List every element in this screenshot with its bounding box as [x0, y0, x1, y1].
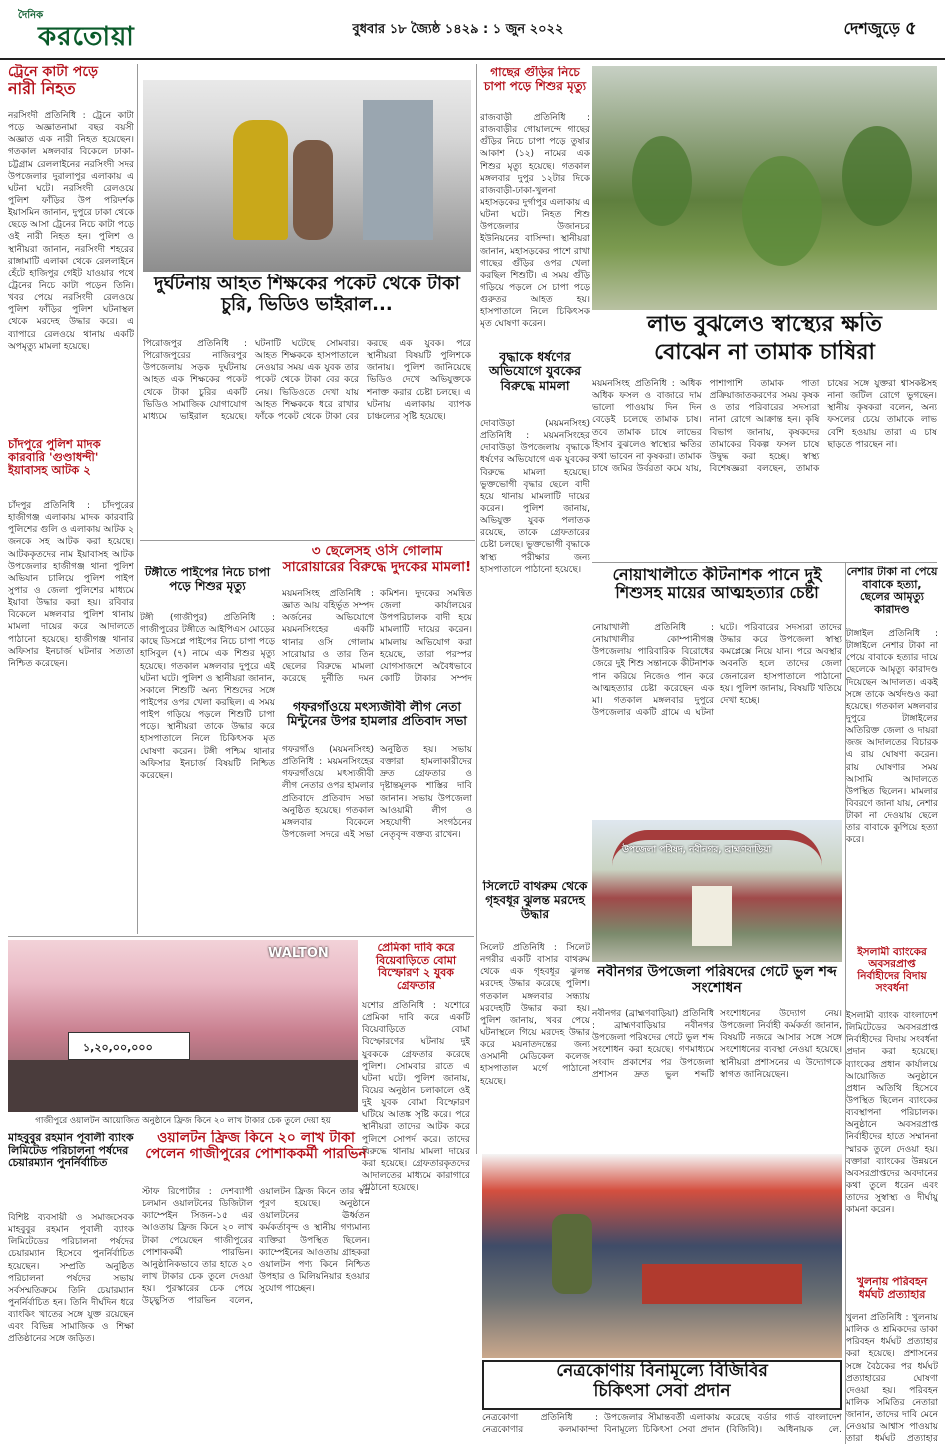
photo-upazila-gate: [592, 820, 842, 962]
article-body: গফরগাঁও (ময়মনসিংহ) প্রতিনিধি : ময়মনসিংহের গফরগাঁওয়ে মৎস্যজীবী লীগ নেতার ওপর হামলার প্রতিবাদে প্রতিবাদ সভা অনুষ্ঠিত হয়েছে। গতকাল মঙ্গলবার বিকেলে উপজেলা সদরে এই সভা অনুষ্ঠিত হয়। সভায় বক্তারা হামলাকারীদের দ্রুত গ্রেফতার ও দৃষ্টান্তমূলক শাস্তির দাবি জানান। সভায় উপজেলা আওয়ামী লীগ ও সহযোগী সংগঠনের নেতৃবৃন্দ বক্তব্য রাখেন।: [282, 745, 472, 840]
article-bridhya-head: [480, 350, 590, 416]
article-islami-head: [846, 946, 938, 1008]
brand-prefix: দৈনিক: [18, 10, 44, 21]
background-shape: [363, 100, 433, 240]
article-tongi-head: [140, 566, 275, 614]
headline: বোঝেন না তামাক চাষিরা: [654, 340, 875, 365]
headline: নোয়াখালীতে কীটনাশক পানে দুই শিশুসহ মায়ের আত্মহত্যার চেষ্টা: [612, 566, 822, 603]
article-body: রাজবাড়ী প্রতিনিধি : রাজবাড়ীর গোয়ালন্দে গাছের গুঁড়ির নিচে চাপা পড়ে তুষার আকাশ (১২) নামের এক শিশুর মৃত্যু হয়েছে। গতকাল মঙ্গলবার দুপুর ১২টার দিকে রাজবাড়ী-ঢাকা-খুলনা মহাসড়কের দুর্গাপুর এলাকায় এ ঘটনা ঘটে। নিহত শিশু উপজেলার উজানচর ইউনিয়নের বাসিন্দা। স্থানীয়রা জানান, মহাসড়কের পাশে রাখা গাছের গুঁড়ির ওপর খেলা করছিল শিশুটি। এ সময় গুঁড়ি গড়িয়ে পড়লে সে চাপা পড়ে গুরুতর আহত হয়। হাসপাতালে নিলে চিকিৎসক মৃত ঘোষণা করেন।: [480, 113, 590, 330]
check-board: [68, 1032, 190, 1060]
article-body: দোবাউড়া (ময়মনসিংহ) প্রতিনিধি : ময়মনসিংহের দোবাউড়া উপজেলায় বৃদ্ধাকে ধর্ষণের অভিযোগে এক যুবকের বিরুদ্ধে মামলা হয়েছে। ভুক্তভোগী বৃদ্ধার ছেলে বাদী হয়ে থানায় মামলাটি দায়ের করেন। পুলিশ জানায়, অভিযুক্ত যুবক পলাতক রয়েছে, তাকে গ্রেফতারের চেষ্টা চলছে। ভুক্তভোগী বৃদ্ধাকে স্বাস্থ্য পরীক্ষার জন্য হাসপাতালে পাঠানো হয়েছে।: [480, 419, 590, 575]
newspaper-logo: [14, 8, 164, 52]
portrait-frame: [692, 886, 732, 946]
article-gafargaon-head: [282, 700, 472, 744]
leaf-shape: [632, 136, 692, 226]
headline: বৃদ্ধাকে ধর্ষণের অভিযোগে যুবকের বিরুদ্ধে মামলা: [489, 350, 581, 393]
person-figure: [293, 140, 333, 240]
headline: ওয়ালটন ফ্রিজ কিনে ২০ লাখ টাকা পেলেন গাজীপুরের পোশাককর্মী পারভিন: [145, 1130, 367, 1163]
photo-caption: গাজীপুরে ওয়ালটন আয়োজিত অনুষ্ঠানে ফ্রিজ কিনে ২০ লাখ টাকার চেক তুলে দেয়া হয়: [35, 1116, 331, 1126]
headline: সিলেটে বাথরুম থেকে গৃহবধূর ঝুলন্ত মরদেহ উদ্ধার: [482, 880, 588, 921]
section-divider: [8, 936, 474, 937]
headline: নারী নিহত: [8, 79, 76, 99]
headline: খুলনায় পরিবহন ধর্মঘট প্রত্যাহার: [856, 1276, 928, 1301]
column-divider: [137, 64, 138, 934]
article-body: টাঙ্গাইল প্রতিনিধি : টাঙ্গাইলে নেশার টাকা না পেয়ে বাবাকে হত্যার দায়ে ছেলেকে আমৃত্যু কারাদণ্ড দিয়েছেন আদালত। একই সঙ্গে তাকে অর্থদণ্ডও করা হয়েছে। গতকাল মঙ্গলবার দুপুরে টাঙ্গাইলের অতিরিক্ত জেলা ও দায়রা জজ আদালতের বিচারক এ রায় ঘোষণা করেন। রায় ঘোষণার সময় আসামি আদালতে উপস্থিত ছিলেন। মামলার বিবরণে জানা যায়, নেশার টাকা না দেওয়ায় ছেলে তার বাবাকে কুপিয়ে হত্যা করে।: [846, 629, 938, 846]
article-mahbub-head: [8, 1132, 134, 1212]
table-shape: [642, 1264, 802, 1304]
article-khulna-head: [846, 1276, 938, 1312]
headline: প্রেমিকা দাবি করে বিয়েবাড়িতে বোমা বিস্ফোরণ ২ যুবক গ্রেফতার: [375, 942, 457, 992]
article-walton-head: [142, 1130, 370, 1182]
column-divider: [845, 562, 846, 1444]
headline: নবীনগর উপজেলা পরিষদের গেটে ভুল শব্দ সংশোধন: [597, 964, 837, 997]
gate-sign-text: উপজেলা পরিষদ, নবীনগর, ব্রাহ্মণবাড়িয়া: [622, 845, 772, 855]
article-tobacco-head-2: [592, 340, 937, 374]
article-nabinagar-head: [592, 964, 842, 1008]
article-sylhet-head: [480, 880, 590, 940]
headline: নেত্রকোণায় বিনামূল্যে বিজিবির: [556, 1361, 768, 1381]
leaf-shape: [742, 156, 822, 266]
photo-bgb-medical: [482, 1154, 842, 1358]
section-divider: [592, 562, 937, 563]
article-body: নোয়াখালী প্রতিনিধি : নোয়াখালীর কোম্পানীগঞ্জ উপজেলায় পারিবারিক বিরোধের জেরে দুই শিশু সন্তানকে কীটনাশক পান করিয়ে নিজেও পান করে আত্মহত্যার চেষ্টা করেছেন এক মা। গতকাল মঙ্গলবার দুপুরে উপজেলার একটি গ্রামে এ ঘটনা ঘটে। পরিবারের সদস্যরা তাদের উদ্ধার করে উপজেলা স্বাস্থ্য কমপ্লেক্সে নিয়ে যান। পরে অবস্থার অবনতি হলে তাদের জেলা জেনারেল হাসপাতালে পাঠানো হয়। পুলিশ জানায়, বিষয়টি খতিয়ে দেখা হচ্ছে।: [592, 623, 842, 718]
headline: ট্রেনে কাটা পড়ে: [8, 64, 99, 80]
section-title: দেশজুড়ে: [843, 19, 900, 38]
article-body: বিশিষ্ট ব্যবসায়ী ও সমাজসেবক মাহবুবুর রহমান পূবালী ব্যাংক লিমিটেডের পরিচালনা পর্ষদের চেয়ারম্যান হিসেবে পুনর্নির্বাচিত হয়েছেন। সম্প্রতি অনুষ্ঠিত পরিচালনা পর্ষদের সভায় সর্বসম্মতিক্রমে তিনি চেয়ারম্যান পুনর্নির্বাচিত হন। তিনি দীর্ঘদিন ধরে ব্যাংকিং খাতের সঙ্গে যুক্ত রয়েছেন এবং বিভিন্ন সামাজিক ও শিক্ষা প্রতিষ্ঠানের সঙ্গে জড়িত।: [8, 1213, 134, 1345]
dateline: বুধবার ১৮ জ্যৈষ্ঠ ১৪২৯ : ১ জুন ২০২২: [352, 22, 564, 37]
article-body: নরসিংদী প্রতিনিধি : ট্রেনে কাটা পড়ে অজ্ঞাতনামা বছর বয়সী অজ্ঞাত এক নারী নিহত হয়েছেন। গতকাল মঙ্গলবার বিকেলে ঢাকা-চট্টগ্রাম রেললাইনের নরসিংদী সদর উপজেলার দুরালাপুর এলাকায় এ ঘটনা ঘটে। নরসিংদী রেলওয়ে পুলিশ ফাঁড়ির উপ পরিদর্শক ইয়াসমিন জানান, দুপুরে ঢাকা থেকে ছেড়ে আসা ট্রেনের নিচে কাটা পড়ে ওই নারী নিহত হন। পুলিশ ও স্থানীয়রা জানান, নরসিংদী শহরের রাঙ্গামাটি এলাকা থেকে রেললাইনে হেঁটে হাজিপুর গেইট যাওয়ার পথে ট্রেনের নিচে কাটা পড়েন তিনি। খবর পেয়ে নরসিংদী রেলওয়ে পুলিশ ফাঁড়ির পুলিশ ঘটনাস্থল থেকে মরদেহ উদ্ধার করে। এ ব্যাপারে রেলওয়ে থানায় একটি অপমৃত্যু মামলা হয়েছে।: [8, 111, 134, 352]
headline: গাছের গুঁড়ির নিচে চাপা পড়ে শিশুর মৃত্যু: [483, 66, 587, 93]
person-figure: [233, 120, 288, 240]
walton-brand-text: WALTON: [268, 946, 329, 961]
page-number: ৫: [905, 18, 917, 39]
headline: ৩ ছেলেসহ ওসি গোলাম সারোয়ারের বিরুদ্ধে দুদকের মামলা!: [282, 544, 472, 575]
masthead: [0, 0, 945, 60]
photo-teacher-theft: [143, 80, 471, 272]
headline: চাঁদপুরে পুলিশ মাদক কারবারি 'গুণ্ডাধন্দী' ইয়াবাসহ আটক ২: [8, 438, 101, 478]
article-osi-head: [282, 544, 472, 588]
article-body: যশোর প্রতিনিধি : যশোরে প্রেমিকা দাবি করে একটি বিয়েবাড়িতে বোমা বিস্ফোরণের ঘটনায় দুই যুবককে গ্রেফতার করেছে পুলিশ। সোমবার রাতে এ ঘটনা ঘটে। পুলিশ জানায়, বিয়ের অনুষ্ঠান চলাকালে ওই দুই যুবক বোমা বিস্ফোরণ ঘটিয়ে আতঙ্ক সৃষ্টি করে। পরে স্থানীয়রা তাদের আটক করে পুলিশে সোপর্দ করে। তাদের বিরুদ্ধে থানায় মামলা দায়ের করা হয়েছে। গ্রেফতারকৃতদের আদালতের মাধ্যমে কারাগারে পাঠানো হয়েছে।: [362, 1001, 470, 1194]
article-teacher-head: [143, 274, 471, 334]
brand-name: করতোয়া: [38, 22, 135, 52]
article-nesha-head: [846, 566, 938, 626]
headline: দুর্ঘটনায় আহত শিক্ষকের পকেট থেকে টাকা চুরি, ভিডিও ভাইরাল...: [154, 274, 460, 315]
leaf-shape: [842, 126, 912, 226]
column-divider: [476, 64, 477, 1154]
headline: লাভ বুঝলেও স্বাস্থ্যের ক্ষতি: [647, 312, 882, 337]
article-body: নেত্রকোণা প্রতিনিধি : নেত্রকোণার কলমাকান্দা উপজেলার সীমান্তবর্তী এলাকায় বিনামূল্যে চিকিৎসা সেবা প্রদান করেছে বর্ডার গার্ড বাংলাদেশ (বিজিবি)। অধিনায়ক লে.: [482, 1413, 842, 1436]
headline: মাহবুবুর রহমান পূবালী ব্যাংক লিমিটেড পরিচালনা পর্ষদের চেয়ারম্যান পুনর্নির্বাচিত: [8, 1132, 134, 1170]
article-body: ইসলামী ব্যাংক বাংলাদেশ লিমিটেডের অবসরপ্রাপ্ত নির্বাহীদের বিদায় সংবর্ধনা প্রদান করা হয়েছে। ব্যাংকের প্রধান কার্যালয়ে আয়োজিত অনুষ্ঠানে প্রধান অতিথি হিসেবে উপস্থিত ছিলেন ব্যাংকের ব্যবস্থাপনা পরিচালক। অনুষ্ঠানে অবসরপ্রাপ্ত নির্বাহীদের হাতে সম্মাননা স্মারক তুলে দেওয়া হয়। বক্তারা ব্যাংকের উন্নয়নে অবসরপ্রাপ্তদের অবদানের কথা তুলে ধরেন এবং তাদের সুস্বাস্থ্য ও দীর্ঘায়ু কামনা করেন।: [846, 1011, 938, 1216]
people-row: [8, 1060, 358, 1112]
article-body: টঙ্গী (গাজীপুর) প্রতিনিধি : গাজীপুরের টঙ্গীতে আইপিএস মোড়ের কাছে ডিসপ্লে পাইপের নিচে চাপা পড়ে হাসিবুল (৭) নামে এক শিশুর মৃত্যু হয়েছে। গতকাল মঙ্গলবার দুপুরে এই ঘটনা ঘটে। পুলিশ ও স্থানীয়রা জানান, সকালে শিশুটি অন্য শিশুদের সঙ্গে পাইপের ওপর খেলা করছিল। এ সময় পাইপ গড়িয়ে পড়লে শিশুটি চাপা পড়ে। স্থানীয়রা তাকে উদ্ধার করে হাসপাতালে নিলে চিকিৎসক মৃত ঘোষণা করেন। টঙ্গী পশ্চিম থানার অফিসার ইনচার্জ বিষয়টি নিশ্চিত করেছেন।: [140, 613, 275, 781]
article-premika-head: [362, 942, 470, 998]
article-body: ময়মনসিংহ প্রতিনিধি : অধিক অধিক ফসল ও বাজারে দাম ভালো পাওয়ায় দিন দিন বেড়েই চলেছে তামাক চাষ। তবে তামাক চাষে লাভের হিসাব বুঝলেও স্বাস্থ্যের ক্ষতির কথা ভাবেন না কৃষকরা। তামাক চাষে জমির উর্বরতা কমে যায়, পাশাপাশি তামাক পাতা প্রক্রিয়াজাতকরণের সময় কৃষক ও তার পরিবারের সদস্যরা নানা রোগে আক্রান্ত হন। কৃষি বিভাগ জানায়, কৃষকদের তামাকের বিকল্প ফসল চাষে উদ্বুদ্ধ করা হচ্ছে। স্বাস্থ্য বিশেষজ্ঞরা বলছেন, তামাক চাষের সঙ্গে যুক্তরা শ্বাসকষ্টসহ নানা জটিল রোগে ভুগছেন। স্থানীয় কৃষকরা বলেন, অন্য ফসলের চেয়ে তামাকে লাভ বেশি হওয়ায় তারা এ চাষ ছাড়তে পারছেন না।: [592, 379, 937, 474]
article-tree-head: [480, 66, 590, 112]
check-amount: ১,২০,০০,০০০: [83, 1041, 153, 1054]
section-divider: [140, 540, 475, 541]
article-noakhali-head: [592, 566, 842, 620]
article-body: নবীনগর (ব্রাহ্মণবাড়িয়া) প্রতিনিধি : ব্রাহ্মণবাড়িয়ার নবীনগর উপজেলা পরিষদের গেটে ভুল শব্দ সংশোধন করা হয়েছে। গণমাধ্যমে সংবাদ প্রকাশের পর উপজেলা প্রশাসন দ্রুত ভুল শব্দটি সংশোধনের উদ্যোগ নেয়। উপজেলা নির্বাহী কর্মকর্তা জানান, বিষয়টি নজরে আসার সঙ্গে সঙ্গে সংশোধনের ব্যবস্থা নেওয়া হয়েছে। স্থানীয়রা প্রশাসনের এ উদ্যোগকে স্বাগত জানিয়েছেন।: [592, 1009, 842, 1080]
article-body: স্টাফ রিপোর্টার : দেশব্যাপী চলমান ওয়ালটনের ডিজিটাল ক্যাম্পেইন সিজন-১৫ এর আওতায় ফ্রিজ কিনে ২০ লাখ টাকা পেয়েছেন গাজীপুরের পোশাককর্মী পারভিন। আনুষ্ঠানিকভাবে তার হাতে ২০ লাখ টাকার চেক তুলে দেওয়া হয়। পুরস্কারের চেক পেয়ে উচ্ছ্বসিত পারভিন বলেন, ওয়ালটন ফ্রিজ কিনে তার স্বপ্ন পূরণ হয়েছে। অনুষ্ঠানে ওয়ালটনের ঊর্ধ্বতন কর্মকর্তাবৃন্দ ও স্থানীয় গণ্যমান্য ব্যক্তিরা উপস্থিত ছিলেন। ক্যাম্পেইনের আওতায় গ্রাহকরা ওয়ালটন পণ্য কিনে নিশ্চিত উপহার ও মিলিয়নিয়ার হওয়ার সুযোগ পাচ্ছেন।: [142, 1187, 370, 1307]
headline: ইসলামী ব্যাংকের অবসরপ্রাপ্ত নির্বাহীদের বিদায় সংবর্ধনা: [857, 946, 927, 995]
article-body: সিলেট প্রতিনিধি : সিলেট নগরীর একটি বাসার বাথরুম থেকে এক গৃহবধূর ঝুলন্ত মরদেহ উদ্ধার করেছে পুলিশ। গতকাল মঙ্গলবার সন্ধ্যায় মরদেহটি উদ্ধার করা হয়। পুলিশ জানায়, খবর পেয়ে ঘটনাস্থলে গিয়ে মরদেহ উদ্ধার করে ময়নাতদন্তের জন্য ওসমানী মেডিকেল কলেজ হাসপাতাল মর্গে পাঠানো হয়েছে।: [480, 943, 590, 1087]
headline: নেশার টাকা না পেয়ে বাবাকে হত্যা, ছেলের আমৃত্যু কারাদণ্ড: [846, 566, 938, 616]
article-body: চাঁদপুর প্রতিনিধি : চাঁদপুরের হাজীগঞ্জ এলাকায় মাদক কারবারি পুলিশের গুলি ও এলাকায় আটক ২ জনকে সহ আটক করা হয়েছে। আটককৃতদের নাম ইয়াবাসহ আটক উপজেলার হাজীগঞ্জ থানা পুলিশ অভিযান চালিয়ে পুলিশ পাইপ সুপার ও জেলা পুলিশের মাধ্যমে ইয়াবা উদ্ধার করা হয়। রবিবার বিকেলে মঙ্গলবার পুলিশ থানায় মামলা দায়ের করে আদালতে পাঠানো হয়েছে। হাজীগঞ্জ থানার অফিসার ইনচার্জ ঘটনার সত্যতা নিশ্চিত করেছেন।: [8, 501, 134, 669]
officer-figure: [552, 1214, 592, 1294]
article-body: ময়মনসিংহ প্রতিনিধি : জ্ঞাত আয় বহির্ভূত সম্পদ অর্জনের অভিযোগে ময়মনসিংহের একটি থানার ওসি গোলাম সারোয়ার ও তার তিন ছেলের বিরুদ্ধে মামলা করেছে দুর্নীতি দমন কমিশন। দুদকের সমন্বিত জেলা কার্যালয়ের উপপরিচালক বাদী হয়ে মামলাটি দায়ের করেন। মামলায় অভিযোগ করা হয়েছে, তারা পরস্পর যোগসাজশে অবৈধভাবে কোটি টাকার সম্পদ: [282, 589, 472, 684]
article-chandpur-head: [8, 438, 134, 498]
headline: গফরগাঁওয়ে মৎস্যজীবী লীগ নেতা মিন্টুনের উপর হামলার প্রতিবাদ সভা: [287, 700, 467, 729]
article-netrokona-head: [482, 1360, 842, 1410]
photo-walton-award: [8, 940, 358, 1112]
photo-tobacco-field: [592, 66, 937, 310]
article-body: পিরোজপুর প্রতিনিধি : পিরোজপুরের নাজিরপুর উপজেলায় সড়ক দুর্ঘটনায় আহত এক শিক্ষকের পকেট থেকে টাকা চুরির একটি ভিডিও সামাজিক যোগাযোগ মাধ্যমে ভাইরাল হয়েছে। ঘটনাটি ঘটেছে সোমবার। আহত শিক্ষককে হাসপাতালে নেওয়ার সময় এক যুবক তার পকেট থেকে টাকা বের করে নেয়। ভিডিওতে দেখা যায় আহত শিক্ষককে ধরে রাখার ফাঁকে পকেট থেকে টাকা বের করছে এক যুবক। পরে স্থানীয়রা বিষয়টি পুলিশকে জানায়। পুলিশ জানিয়েছে ভিডিও দেখে অভিযুক্তকে শনাক্ত করার চেষ্টা চলছে। এ ঘটনায় এলাকায় ব্যাপক চাঞ্চল্যের সৃষ্টি হয়েছে।: [143, 339, 471, 422]
article-body: খুলনা প্রতিনিধি : খুলনায় মালিক ও শ্রমিকদের ডাকা পরিবহন ধর্মঘট প্রত্যাহার করা হয়েছে। প্রশাসনের সঙ্গে বৈঠকের পর ধর্মঘট প্রত্যাহারের ঘোষণা দেওয়া হয়। পরিবহন মালিক সমিতির নেতারা জানান, তাদের দাবি মেনে নেওয়ার আশ্বাস পাওয়ায় তারা ধর্মঘট প্রত্যাহার: [846, 1313, 938, 1444]
headline: চিকিৎসা সেবা প্রদান: [593, 1380, 731, 1401]
headline: টঙ্গীতে পাইপের নিচে চাপা পড়ে শিশুর মৃত্যু: [144, 566, 271, 593]
